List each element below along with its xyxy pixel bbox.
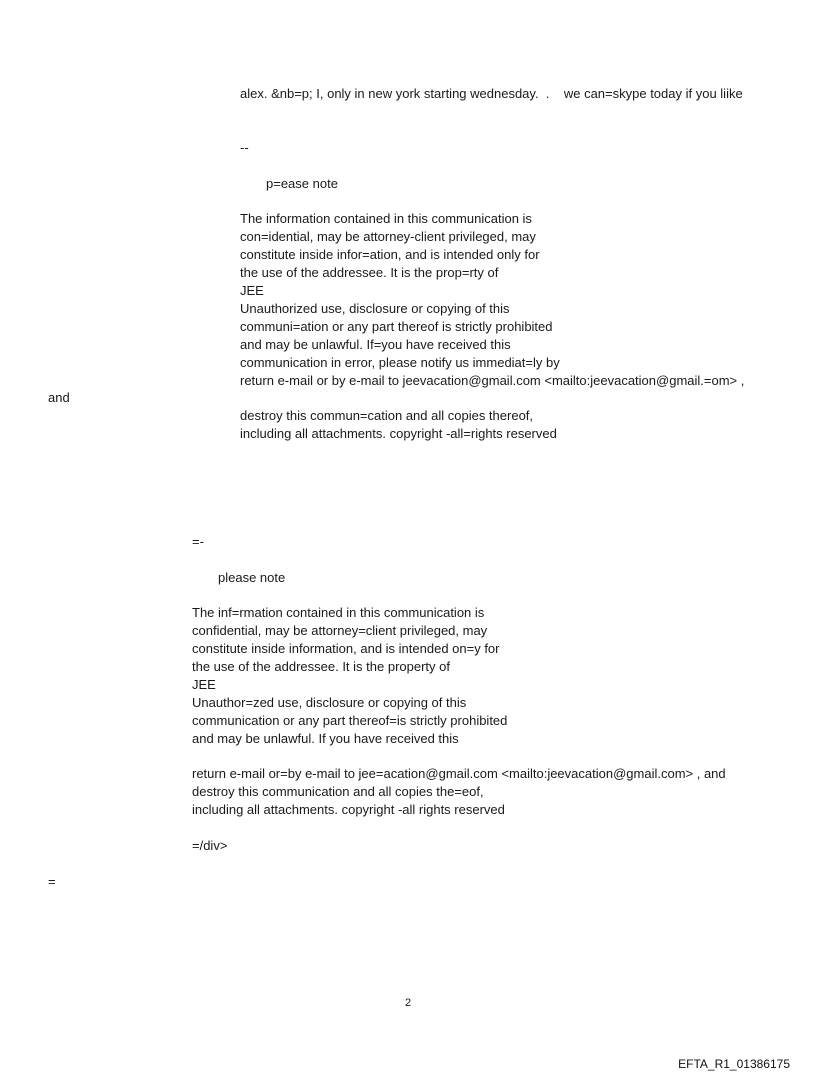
notice-line: Unauthorized use, disclosure or copying of this <box>240 301 510 316</box>
final-marker: = <box>48 874 56 889</box>
notice-line: confidential, may be attorney=client privileged, may <box>192 623 488 638</box>
notice-line: return e-mail or by e-mail to jeevacation@gmail.com <mailto:jeevacation@gmail.=om> , <box>240 373 745 388</box>
notice-line: JEE <box>240 283 264 298</box>
confidentiality-notice-1-tail <box>240 407 557 443</box>
notice-line: The information contained in this communication is <box>240 211 532 226</box>
notice-line: destroy this commun=cation and all copies thereof, <box>240 408 534 423</box>
please-note-heading-2: please note <box>218 570 286 585</box>
notice-line: including all attachments. copyright -all=rights reserved <box>240 426 557 441</box>
wrapped-word: and <box>48 390 70 405</box>
notice-line: and may be unlawful. If you have received this <box>192 731 459 746</box>
notice-line: communication or any part thereof=is strictly prohibited <box>192 713 508 728</box>
notice-line: con=idential, may be attorney-client privileged, may <box>240 229 536 244</box>
confidentiality-notice-2-tail <box>192 765 726 819</box>
notice-line: the use of the addressee. It is the prop=rty of <box>240 265 499 280</box>
notice-line: destroy this communication and all copies the=eof, <box>192 784 484 799</box>
confidentiality-notice-1 <box>240 210 744 390</box>
page-number: 2 <box>404 997 412 1009</box>
notice-line: Unauthor=zed use, disclosure or copying of this <box>192 695 467 710</box>
notice-line: return e-mail or=by e-mail to jee=acation@gmail.com <mailto:jeevacation@gmail.com> , and <box>192 766 726 781</box>
notice-line: The inf=rmation contained in this communication is <box>192 605 485 620</box>
quoted-marker: =- <box>192 534 204 549</box>
email-intro-line: alex. &nb=p; I, only in new york starting wednesday. . we can=skype today if you liike <box>240 86 743 101</box>
notice-line: including all attachments. copyright -all rights reserved <box>192 802 505 817</box>
please-note-heading: p=ease note <box>266 176 338 191</box>
notice-line: constitute inside information, and is intended on=y for <box>192 641 500 656</box>
notice-line: JEE <box>192 677 216 692</box>
signature-separator: -- <box>240 140 249 155</box>
notice-line: and may be unlawful. If=you have received this <box>240 337 511 352</box>
confidentiality-notice-2 <box>192 604 507 748</box>
notice-line: constitute inside infor=ation, and is intended only for <box>240 247 540 262</box>
bates-number: EFTA_R1_01386175 <box>678 1057 790 1071</box>
closing-div-tag: =/div> <box>192 838 228 853</box>
notice-line: the use of the addressee. It is the property of <box>192 659 450 674</box>
notice-line: communication in error, please notify us immediat=ly by <box>240 355 560 370</box>
notice-line: communi=ation or any part thereof is strictly prohibited <box>240 319 553 334</box>
